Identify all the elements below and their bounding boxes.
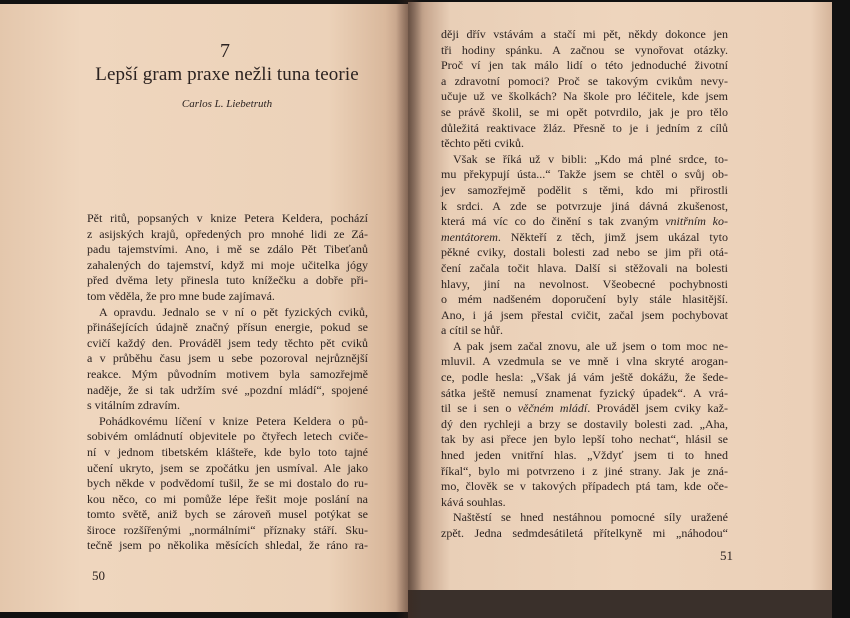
text-line: Však se říká už v bibli: „Kdo má plné srdce, to- bbox=[453, 151, 728, 166]
italic-text: věčném mládí bbox=[517, 401, 588, 416]
text-line bbox=[441, 230, 728, 246]
text-line: tečně jsem po několika měsících shledal, že ráno ra- bbox=[87, 538, 368, 553]
text-line: Proč ví jen tak málo lidí o této jednoduché životní bbox=[441, 58, 728, 73]
text-line: a zdravotní pomoci? Proč se takovým cvikům nevy- bbox=[441, 73, 728, 88]
text-line: ce, podle hesla: „Však já vám ještě dokážu, že šede- bbox=[441, 370, 728, 385]
left-text-column bbox=[87, 211, 368, 554]
text-line: tomto světě, aniž bych se zároveň musel potýkat se bbox=[87, 507, 368, 522]
text-line: Pohádkovému líčení v knize Petera Keldera o pů- bbox=[99, 413, 368, 428]
text-line: důležitá reaktivace žláz. Přesně to je i jedním z cílů bbox=[441, 120, 728, 135]
text-line: z asijských krajů, opředených pro mnohé lidi ze Zá- bbox=[87, 226, 368, 241]
text-line: těchto pěti cviků. bbox=[441, 136, 524, 151]
page-number-right: 51 bbox=[720, 548, 733, 563]
text-segment: til se i sen o bbox=[441, 401, 518, 416]
text-segment: . Někteří z těch, jimž jsem ukázal tyto bbox=[497, 229, 728, 244]
text-line: a cítil se hůř. bbox=[441, 323, 503, 338]
text-line: široce rozšířenými „normálními“ příznaky stáří. Sku- bbox=[87, 522, 368, 537]
italic-text: mentátorem bbox=[441, 229, 498, 244]
text-line: o mém nadšeném doporučení byly stále hlasitější. bbox=[441, 292, 728, 307]
text-line: učuje už ve školkách? Na škole pro léčitele, kde jsem bbox=[441, 89, 728, 104]
text-line: padu tajemstvími. Ano, i mě se zdálo Pět Tibeťanů bbox=[87, 242, 368, 257]
text-line: říkal“, bylo mi potvrzeno i z jiné strany. Jak je zná- bbox=[441, 463, 728, 478]
text-line: s vitálním zdravím. bbox=[87, 398, 180, 413]
text-line: zpět. Jedna sedmdesátiletá přítelkyně mi „náhodou“ bbox=[441, 526, 728, 540]
text-line: mo, člověk se v takových případech ptá tam, kde oče- bbox=[441, 479, 728, 494]
page-number-left: 50 bbox=[92, 568, 105, 583]
text-line: tři hodiny spánku. A začnou se vynořovat otázky. bbox=[441, 42, 728, 57]
right-text-column bbox=[441, 27, 728, 542]
text-line: sátka ještě nemusí znamenat fyzický úpadek“. A vrá- bbox=[441, 385, 728, 400]
text-line: mluvil. A vzedmula se ve mně i vlna skryté arogan- bbox=[441, 354, 728, 369]
text-line: A opravdu. Jednalo se v ní o pět fyzických cviků, bbox=[99, 304, 368, 319]
text-line: kává souhlas. bbox=[441, 494, 506, 509]
text-segment: která má víc co do činění s tak zvaným bbox=[441, 214, 666, 229]
text-line: naděje, že si tak udržím své „pozdní mládí“, spojené bbox=[87, 382, 368, 397]
text-line: dý den rychleji a brzy se dostavily bolesti zad. „Aha, bbox=[441, 416, 728, 431]
text-line: před dvěma lety přinesla tuto knížečku a dobře při- bbox=[87, 273, 368, 288]
text-line: reakce. Mým původním motivem byla samozřejmě bbox=[87, 366, 368, 381]
text-line: ní v jednom tibetském klášteře, kde bylo toto tajné bbox=[87, 444, 368, 459]
text-line: k srdci. A zde se potvrzuje jiná dávná zkušenost, bbox=[441, 198, 728, 213]
text-line: Ano, i já jsem přestal cvičit, začal jsem pochybovat bbox=[441, 307, 728, 322]
text-line: sobivém omládnutí objevitele po čtyřech letech cviče- bbox=[87, 429, 368, 444]
italic-text: vnitřním ko- bbox=[665, 214, 728, 229]
text-line: čení začala točit hlava. Další si stěžovali na bolesti bbox=[441, 260, 728, 275]
text-line: tak by asi přece jen bylo lepší toho nechat“, hlásil se bbox=[441, 432, 728, 447]
text-line: tom věděla, že pro mne bude zajímavá. bbox=[87, 288, 275, 303]
text-line bbox=[441, 401, 728, 417]
text-line: Pět ritů, popsaných v knize Petera Keldera, pochází bbox=[87, 211, 368, 225]
text-line: se právě školil, se mi opět potvrdilo, jak je pro tělo bbox=[441, 104, 728, 119]
chapter-author: Carlos L. Liebetruth bbox=[181, 98, 273, 110]
text-line: Naštěstí se hned nestáhnou pomocné síly uražené bbox=[453, 510, 728, 525]
chapter-number: 7 bbox=[220, 40, 230, 62]
text-line: pěkné cviky, dostali bolesti zad nebo se jim při otá- bbox=[441, 245, 728, 260]
book-spine-fold bbox=[396, 0, 422, 618]
text-line: zahalených do tajemství, když mi moje učitelka jógy bbox=[87, 257, 368, 272]
text-line: ději dřív vstávám a stačí mi pět, někdy dokonce jen bbox=[441, 27, 728, 41]
text-line: A pak jsem začal znovu, ale už jsem o tom moc ne- bbox=[453, 338, 728, 353]
chapter-title: Lepší gram praxe nežli tuna teorie bbox=[95, 64, 359, 85]
text-line: učení ukryto, jsem se zpočátku jen usmíval. Ale jako bbox=[87, 460, 368, 475]
text-line: kou něco, co mi pomůže lépe řešit moje poslání na bbox=[87, 491, 368, 506]
text-line: mu překypují ústa...“ Takže jsem se chtěl o svůj ob- bbox=[441, 167, 728, 182]
book-edge-shadow bbox=[408, 590, 832, 618]
text-line: a v průběhu času jsem u sebe pozoroval nejrůznější bbox=[87, 351, 368, 366]
left-page bbox=[0, 4, 410, 612]
text-line: hned jeden vnitřní hlas. „Vždyť jsem ti to hned bbox=[441, 448, 728, 463]
text-line bbox=[441, 214, 728, 230]
text-line: bych někde v podvědomí tušil, že se mi dostalo do ru- bbox=[87, 476, 368, 491]
text-segment: . Prováděl jsem cviky kaž- bbox=[587, 401, 728, 416]
text-line: hlavy, jiní na nevolnost. Všeobecné pochybnosti bbox=[441, 276, 728, 291]
right-page bbox=[408, 2, 832, 590]
text-line: přinášejících údajně značný přísun energie, pokud se bbox=[87, 320, 368, 335]
text-line: jev samozřejmě podělit s těmi, kdo mi přirostli bbox=[441, 182, 728, 197]
text-line: cvičí každý den. Prováděl jsem tedy těchto pět cviků bbox=[87, 335, 368, 350]
